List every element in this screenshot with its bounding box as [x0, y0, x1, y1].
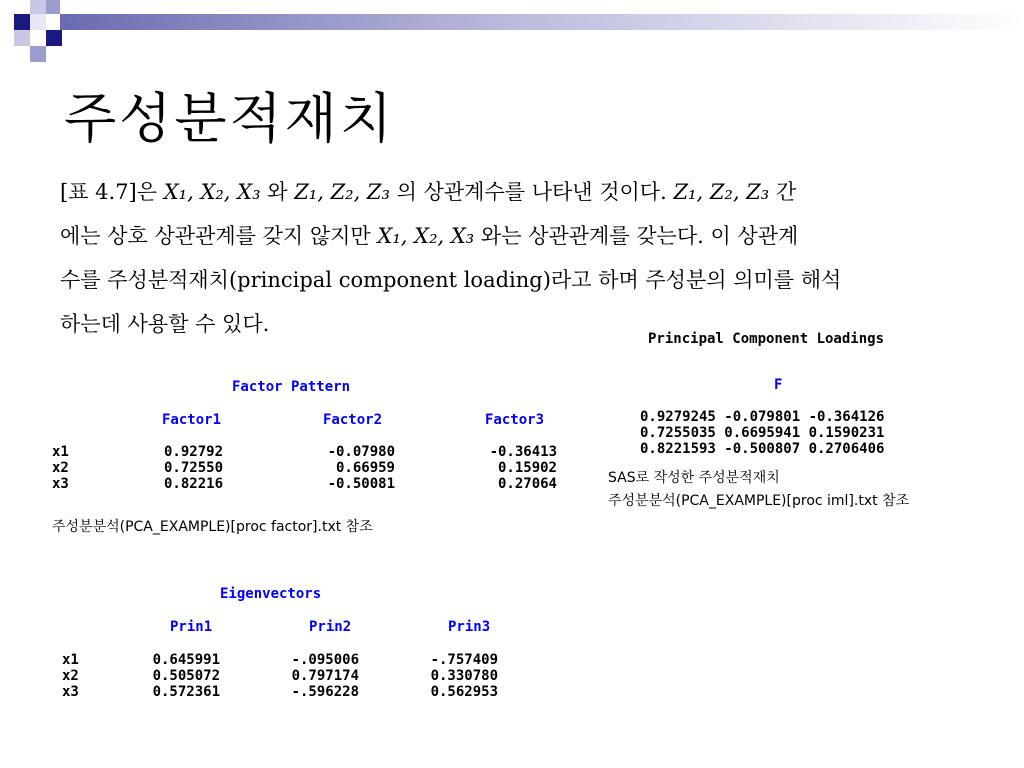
- factor-cell: -0.07980: [327, 444, 395, 460]
- eigen-header-1: Prin1: [170, 619, 213, 635]
- eigenvectors-title: Eigenvectors: [220, 586, 322, 602]
- x-variables: X₁, X₂, X₃: [163, 180, 261, 204]
- principal-loadings-title: Principal Component Loadings: [648, 331, 885, 347]
- eigen-cell: -.095006: [291, 652, 359, 668]
- paragraph-line-3: 수를 주성분적재치(principal component loading)라고 하며 주성분의 의미를 해석: [60, 268, 842, 292]
- eigen-cell: -.757409: [430, 652, 498, 668]
- eigen-cell: 0.572361: [152, 684, 220, 700]
- loadings-row: 0.7255035 0.6695941 0.1590231: [640, 425, 885, 441]
- header-gradient-bar: [60, 14, 1024, 30]
- body-paragraph: [60, 176, 940, 352]
- eigen-row-label: x2: [62, 668, 79, 684]
- loadings-caption-1: SAS로 작성한 주성분적재치: [608, 470, 780, 486]
- factor-cell: -0.50081: [327, 476, 395, 492]
- eigen-cell: 0.645991: [152, 652, 220, 668]
- factor-cell: 0.92792: [164, 444, 224, 460]
- deco-square-light-4: [14, 30, 30, 46]
- factor-cell: 0.27064: [497, 476, 557, 492]
- eigen-row-label: x3: [62, 684, 79, 700]
- eigen-cell: 0.330780: [430, 668, 498, 684]
- loadings-row: 0.9279245 -0.079801 -0.364126: [640, 409, 885, 425]
- eigen-cell: 0.797174: [291, 668, 359, 684]
- deco-square-light-5: [30, 46, 46, 62]
- z-variables: Z₁, Z₂, Z₃: [294, 180, 390, 204]
- paragraph-line-1: [표 4.7]은 X₁, X₂, X₃ 와 Z₁, Z₂, Z₃ 의 상관계수를 나타낸 것이다. Z₁, Z₂, Z₃ 간: [60, 180, 797, 204]
- deco-square-light-3: [30, 14, 46, 30]
- factor-pattern-title: Factor Pattern: [232, 379, 351, 395]
- deco-square-navy-1: [14, 14, 30, 30]
- loadings-caption-2: 주성분분석(PCA_EXAMPLE)[proc iml].txt 참조: [608, 493, 910, 509]
- factor-cell: 0.66959: [335, 460, 395, 476]
- eigen-cell: 0.562953: [430, 684, 498, 700]
- eigen-header-2: Prin2: [309, 619, 352, 635]
- eigen-cell: 0.505072: [152, 668, 220, 684]
- eigen-header-3: Prin3: [448, 619, 491, 635]
- x-variables: X₁, X₂, X₃: [377, 224, 475, 248]
- factor-pattern-caption: 주성분분석(PCA_EXAMPLE)[proc factor].txt 참조: [52, 519, 373, 535]
- paragraph-line-4: 하는데 사용할 수 있다.: [60, 312, 270, 336]
- deco-square-navy-2: [46, 30, 62, 46]
- factor-cell: 0.15902: [497, 460, 557, 476]
- page-title: 주성분적재치: [64, 87, 395, 150]
- factor-cell: -0.36413: [489, 444, 557, 460]
- factor-pattern-header-2: Factor2: [323, 412, 383, 428]
- eigen-cell: -.596228: [291, 684, 359, 700]
- z-variables: Z₁, Z₂, Z₃: [673, 180, 770, 204]
- factor-row-label: x3: [52, 476, 69, 492]
- factor-cell: 0.72550: [164, 460, 224, 476]
- paragraph-line-2: 에는 상호 상관관계를 갖지 않지만 X₁, X₂, X₃ 와는 상관관계를 갖는다. 이 상관계: [60, 224, 799, 248]
- loadings-row: 0.8221593 -0.500807 0.2706406: [640, 441, 885, 457]
- factor-row-label: x1: [52, 444, 69, 460]
- deco-square-light-1: [30, 0, 46, 14]
- deco-square-light-2: [46, 0, 60, 14]
- factor-cell: 0.82216: [164, 476, 224, 492]
- loadings-matrix-name: F: [774, 377, 783, 393]
- factor-row-label: x2: [52, 460, 69, 476]
- factor-pattern-header-3: Factor3: [485, 412, 545, 428]
- header-decoration: [0, 0, 1024, 62]
- factor-pattern-header-1: Factor1: [162, 412, 222, 428]
- eigen-row-label: x1: [62, 652, 79, 668]
